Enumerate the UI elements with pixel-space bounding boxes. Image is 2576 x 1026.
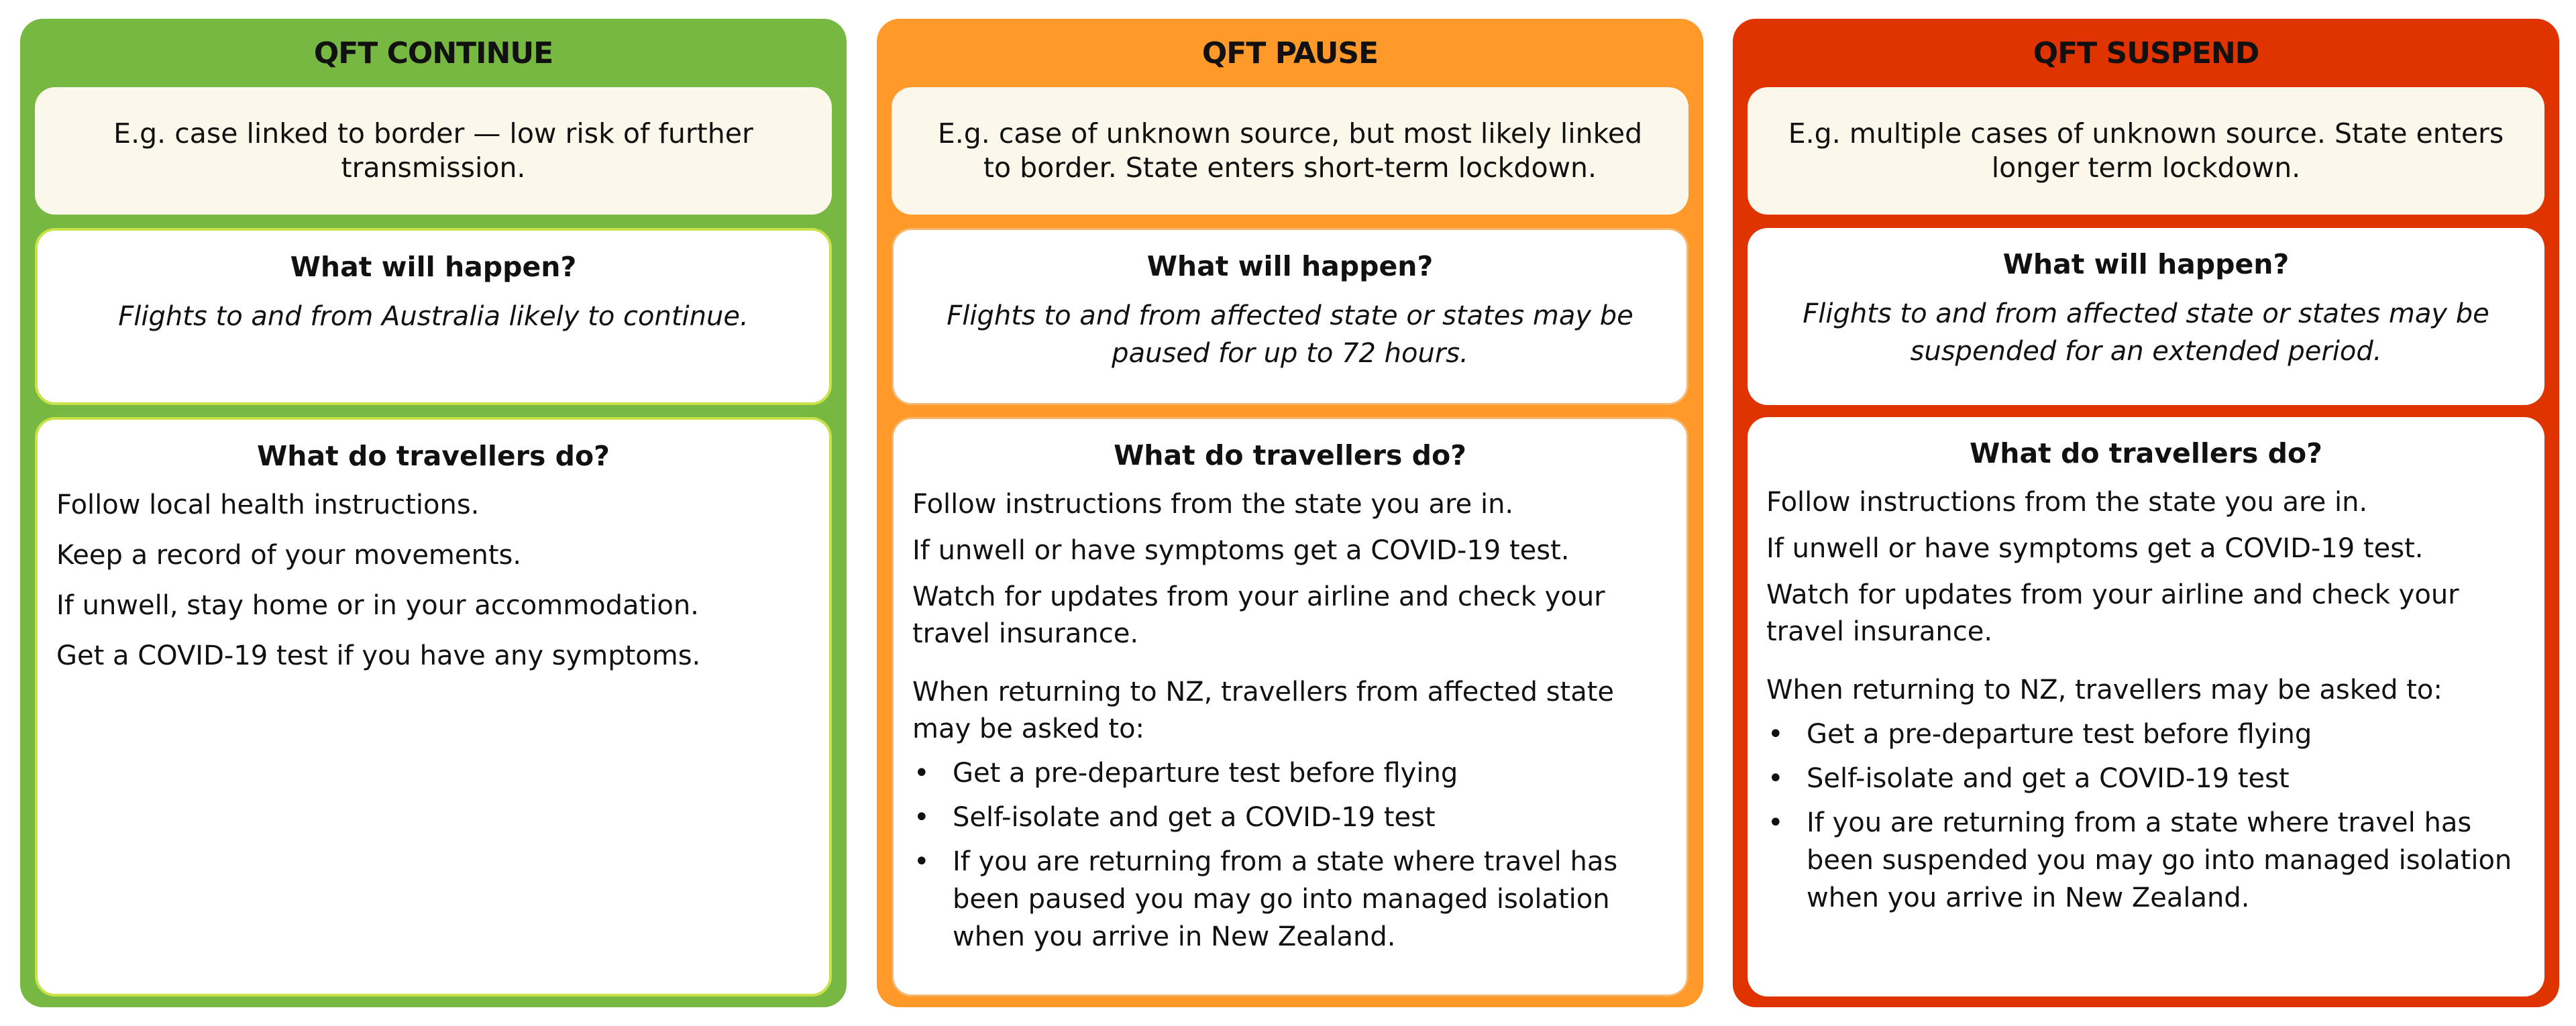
list-item-text: Self-isolate and get a COVID-19 test — [1807, 763, 2290, 794]
example-card — [892, 87, 1688, 215]
example-text: E.g. case of unknown source, but most likely linked to border. State enters short-term lockdown. — [937, 117, 1643, 184]
list-item — [912, 754, 1668, 792]
list-item-text: Get a pre-departure test before flying — [1807, 719, 2312, 750]
example-card — [1748, 87, 2544, 215]
instruction-text: Keep a record of your movements. — [56, 540, 522, 571]
what-do-travellers-do-card — [1748, 417, 2544, 996]
example-text: E.g. case linked to border — low risk of further transmission. — [113, 117, 753, 184]
bullet-icon: • — [914, 802, 930, 833]
what-will-happen-heading: What will happen? — [2002, 248, 2290, 280]
list-item — [1766, 760, 2526, 797]
instruction-text: Follow instructions from the state you are in. — [912, 489, 1514, 520]
instruction-text: Watch for updates from your airline and check your travel insurance. — [912, 581, 1605, 649]
list-item — [912, 799, 1668, 836]
what-do-travellers-do-heading: What do travellers do? — [257, 440, 610, 472]
returning-requirements-list — [1766, 716, 2526, 917]
panel-qft-continue — [20, 19, 847, 1007]
list-item-text: Self-isolate and get a COVID-19 test — [953, 802, 1436, 833]
what-do-travellers-do-card — [35, 417, 832, 996]
bullet-icon: • — [914, 758, 930, 789]
instruction-text: If unwell or have symptoms get a COVID-19 test. — [1766, 533, 2424, 564]
example-card — [35, 87, 832, 215]
list-item — [1766, 716, 2526, 753]
panel-title: QFT CONTINUE — [313, 36, 553, 70]
panel-title: QFT PAUSE — [1201, 36, 1379, 70]
what-will-happen-heading: What will happen? — [290, 251, 577, 283]
instruction-text: Follow local health instructions. — [56, 490, 480, 520]
list-item-text: If you are returning from a state where travel has been suspended you may go into managed isolation when you arrive in New Zealand. — [1807, 807, 2512, 913]
what-will-happen-text: Flights to and from affected state or states may be paused for up to 72 hours. — [947, 300, 1633, 369]
list-item — [1766, 804, 2526, 917]
instruction-text: Follow instructions from the state you are in. — [1766, 487, 2368, 518]
what-will-happen-text: Flights to and from affected state or states may be suspended for an extended period. — [1803, 298, 2489, 367]
what-do-travellers-do-heading: What do travellers do? — [1114, 439, 1466, 471]
bullet-icon: • — [1768, 807, 1784, 838]
what-do-travellers-do-card — [892, 417, 1688, 996]
panel-qft-pause — [877, 19, 1703, 1007]
list-item-text: If you are returning from a state where travel has been paused you may go into managed isolation when you arrive in New Zealand. — [953, 846, 1618, 952]
what-do-travellers-do-heading: What do travellers do? — [1970, 437, 2322, 469]
instruction-text: If unwell, stay home or in your accommodation. — [56, 590, 699, 621]
panel-title: QFT SUSPEND — [2033, 36, 2259, 70]
panel-qft-suspend — [1733, 19, 2559, 1007]
what-will-happen-heading: What will happen? — [1146, 250, 1434, 282]
returning-intro-text: When returning to NZ, travellers from affected state may be asked to: — [912, 677, 1615, 744]
instruction-text: If unwell or have symptoms get a COVID-19 test. — [912, 535, 1570, 566]
bullet-icon: • — [1768, 763, 1784, 794]
bullet-icon: • — [1768, 719, 1784, 750]
example-text: E.g. multiple cases of unknown source. State enters longer term lockdown. — [1788, 117, 2504, 184]
returning-intro-text: When returning to NZ, travellers may be asked to: — [1766, 675, 2443, 705]
list-item-text: Get a pre-departure test before flying — [953, 758, 1458, 789]
what-will-happen-text: Flights to and from Australia likely to continue. — [118, 301, 749, 332]
instruction-text: Watch for updates from your airline and check your travel insurance. — [1766, 579, 2459, 647]
what-will-happen-card — [892, 228, 1688, 405]
what-will-happen-card — [35, 228, 832, 405]
returning-requirements-list — [912, 754, 1668, 956]
bullet-icon: • — [914, 846, 930, 877]
list-item — [912, 843, 1668, 956]
what-will-happen-card — [1748, 228, 2544, 405]
instruction-text: Get a COVID-19 test if you have any symptoms. — [56, 640, 701, 671]
